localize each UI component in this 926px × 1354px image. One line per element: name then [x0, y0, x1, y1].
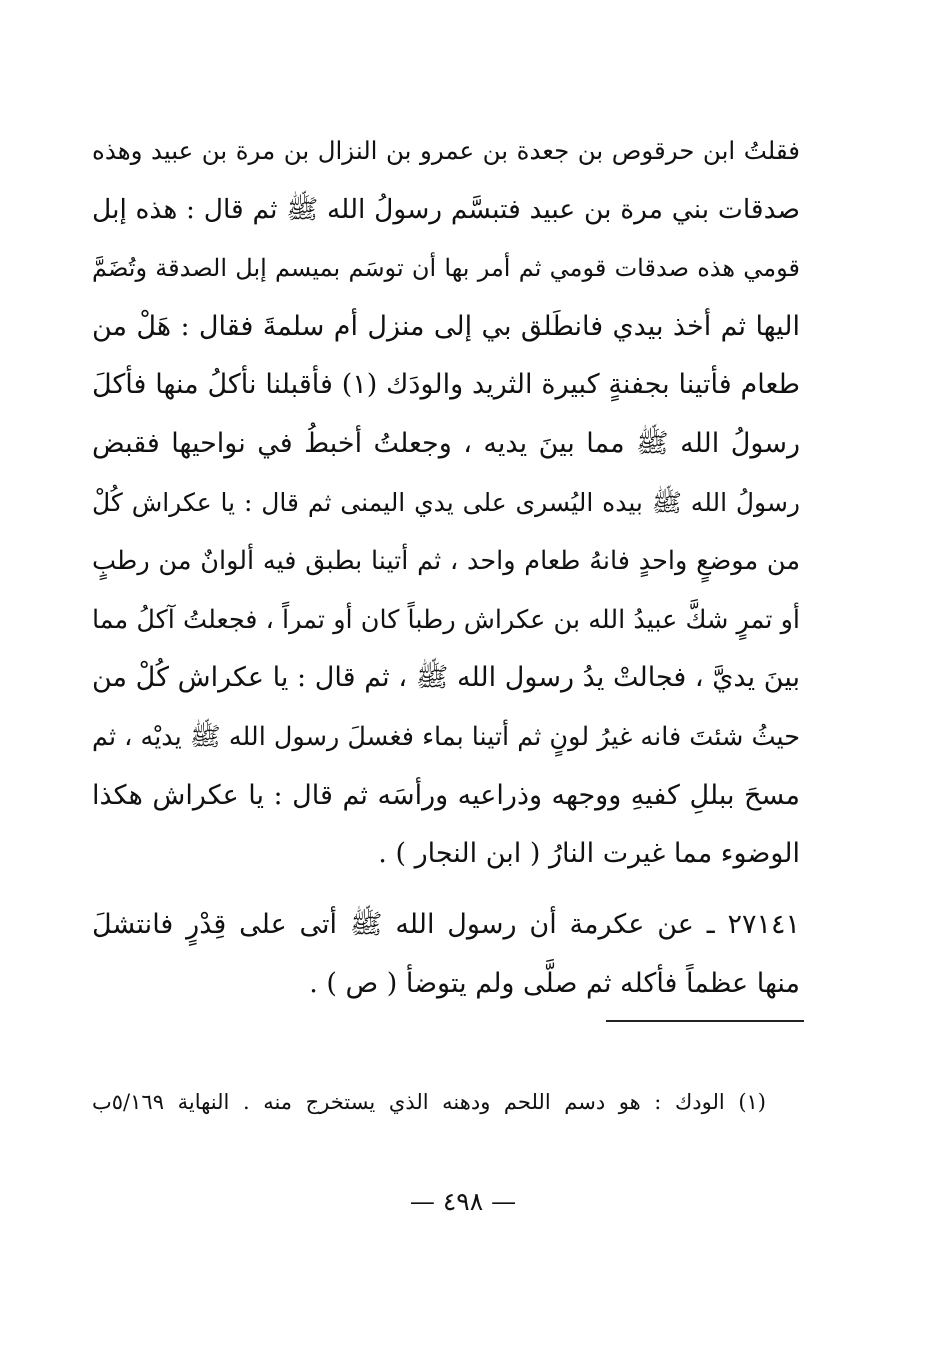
text-line: حيثُ شئتَ فانه غيرُ لونٍ ثم أتينا بماء فغسلَ رسول الله ﷺ يديْه ، ثم [92, 721, 800, 752]
hadith-entry [92, 896, 800, 1013]
footnote: (١) الودك : هو دسم اللحم ودهنه الذي يستخرج منه . النهاية ٥/١٦٩ب [92, 1090, 766, 1114]
main-text-block [92, 122, 800, 884]
text-line: رسولُ الله ﷺ بيده اليُسرى على يدي اليمنى ثم قال : يا عكراش كُلْ [92, 487, 800, 517]
text-line: صدقات بني مرة بن عبيد فتبسَّم رسولُ الله ﷺ ثم قال : هذه إبل [92, 193, 800, 225]
text-line: فقلتُ ابن حرقوص بن جعدة بن عمرو بن النزال بن مرة بن عبيد وهذه [92, 136, 800, 165]
text-line: اليها ثم أخذ بيدي فانطَلق بي إلى منزل أم سلمةَ فقال : هَلْ من [92, 310, 800, 342]
text-line: من موضعٍ واحدٍ فانهُ طعام واحد ، ثم أتينا بطبق فيه ألوانٌ من رطبٍ [92, 546, 800, 577]
text-line: رسولُ الله ﷺ مما بينَ يديه ، وجعلتُ أخبطُ في نواحيها فقبض [92, 427, 800, 459]
hadith-line: ٢٧١٤١ ـ عن عكرمة أن رسول الله ﷺ أتى على قِدْرٍ فانتشلَ [92, 909, 800, 940]
text-line: قومي هذه صدقات قومي ثم أمر بها أن توسَم بميسم إبل الصدقة وتُضَمَّ [92, 254, 800, 283]
hadith-line: منها عظماً فأكله ثم صلَّى ولم يتوضأ ( ص ) . [309, 967, 800, 999]
footnote-divider [606, 1020, 804, 1022]
text-line: مسحَ ببللِ كفيهِ ووجهه وذراعيه ورأسَه ثم قال : يا عكراش هكذا [92, 779, 800, 811]
text-line: أو تمرٍ شكَّ عبيدُ الله بن عكراش رطباً كان أو تمراً ، فجعلتُ آكلُ مما [92, 604, 800, 635]
text-line: بينَ يديَّ ، فجالتْ يدُ رسول الله ﷺ ، ثم قال : يا عكراش كُلْ من [92, 662, 800, 694]
text-line: طعام فأتينا بجفنةٍ كبيرة الثريد والودَك (١) فأقبلنا نأكلُ منها فأكلَ [92, 369, 801, 401]
page-number: — ٤٩٨ — [409, 1187, 517, 1216]
text-line: الوضوء مما غيرت النارُ ( ابن النجار ) . [378, 838, 800, 870]
